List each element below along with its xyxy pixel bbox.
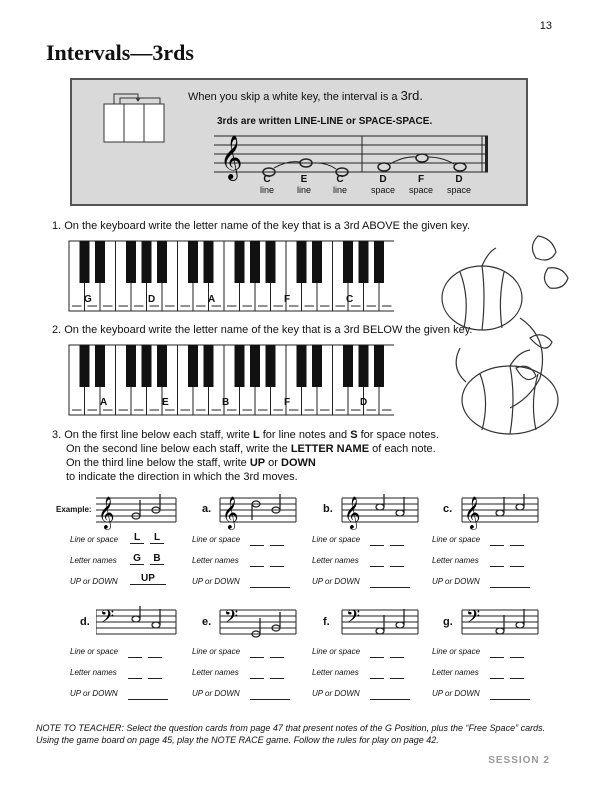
intro-kind: line [296,185,311,195]
q3-bold: L [252,429,260,441]
label-letter-names: Letter names [312,556,359,565]
label-up-or-down: UP or DOWN [192,689,240,698]
example-answer: B [150,553,164,565]
intro-letter: E [300,174,308,185]
question-1: 1. On the keyboard write the letter name of the key that is a 3rd ABOVE the given key. [52,220,471,232]
intro-letter: D [455,174,463,185]
keyboard-2-labels [68,397,394,411]
example-answer: L [150,532,164,544]
q3-text: or [265,457,282,469]
answer-blank [370,587,410,588]
answer-blank [270,545,284,546]
q3-text: On the second line below each staff, write the [66,443,291,455]
q3-bold: S [350,429,358,441]
label-letter-names: Letter names [70,668,117,677]
written-rule: 3rds are written LINE-LINE or SPACE-SPACE. [217,116,433,127]
exercise-label-c: c. [443,503,453,515]
answer-blank [270,678,284,679]
label-up-or-down: UP or DOWN [70,689,118,698]
kb1-label: F [284,294,291,305]
black-key [374,241,384,283]
label-line-or-space: Line or space [432,535,481,544]
black-key [235,345,245,387]
intro-letter: C [263,174,271,185]
exercise-label-e: e. [202,616,212,628]
black-key [188,241,198,283]
skip-text [188,88,423,103]
black-key [126,241,136,283]
black-key [297,345,307,387]
q3-text: On the third line below the staff, write [66,457,250,469]
answer-blank [390,545,404,546]
answer-blank [370,699,410,700]
note-d [378,163,390,171]
kb2-label: E [162,397,169,408]
black-key [157,241,167,283]
staff-row-1 [96,494,566,530]
black-key [250,345,260,387]
question-2: 2. On the keyboard write the letter name of the key that is a 3rd BELOW the given key. [52,324,473,336]
black-key [126,345,136,387]
label-up-or-down: UP or DOWN [432,577,480,586]
q3-text: for space notes. [357,429,439,441]
kb1-label: C [346,294,354,305]
intro-kind: line [332,185,347,195]
black-key [374,345,384,387]
black-key [343,345,353,387]
black-key [297,241,307,283]
label-letter-names: Letter names [432,668,479,677]
answer-blank [490,545,504,546]
answer-blank [490,566,504,567]
black-key [188,345,198,387]
label-up-or-down: UP or DOWN [312,577,360,586]
q3-line-1 [52,428,439,442]
answer-blank [390,657,404,658]
black-key [95,241,105,283]
black-key [204,241,214,283]
label-letter-names: Letter names [312,668,359,677]
intro-kind: line [259,185,274,195]
kb1-label: A [208,294,216,305]
exercise-label-d: d. [80,616,90,628]
q3-line-4: to indicate the direction in which the 3rd moves. [66,471,298,483]
q3-line-3 [52,456,439,470]
answer-blank [250,587,290,588]
label-line-or-space: Line or space [192,535,241,544]
intro-kind: space [370,185,396,195]
q3-line-2 [52,442,439,456]
black-key [343,241,353,283]
treble-clef-icon: 𝄞 [344,496,361,529]
label-line-or-space: Line or space [312,647,361,656]
skip-text-body: When you skip a white key, the interval is a [188,91,398,103]
answer-blank [390,566,404,567]
bass-clef-icon: 𝄢 [100,607,115,632]
black-key [359,345,369,387]
q3-bold: UP [249,457,266,469]
label-line-or-space: Line or space [312,535,361,544]
black-key [204,345,214,387]
black-key [266,345,276,387]
kb2-label: D [360,397,368,408]
answer-blank [370,566,384,567]
kb2-label: A [100,397,108,408]
label-line-or-space: Line or space [192,647,241,656]
example-answer: UP [130,573,166,585]
label-letter-names: Letter names [192,668,239,677]
label-letter-names: Letter names [432,556,479,565]
treble-clef-icon: 𝄞 [220,135,243,179]
label-letter-names: Letter names [70,556,117,565]
label-up-or-down: UP or DOWN [70,577,118,586]
answer-blank [128,657,142,658]
kb2-label: B [222,397,230,408]
answer-blank [250,657,264,658]
kb1-label: G [84,294,92,305]
answer-blank [510,566,524,567]
note-f [416,154,428,162]
black-key [359,241,369,283]
answer-blank [148,678,162,679]
label-up-or-down: UP or DOWN [192,577,240,586]
answer-blank [148,657,162,658]
mini-keyboard [100,86,170,146]
treble-clef-icon: 𝄞 [464,496,481,529]
black-key [142,345,152,387]
label-letter-names: Letter names [192,556,239,565]
keyboard-1-labels [68,294,394,308]
intro-kind: space [446,185,472,195]
intro-letter: F [417,174,425,185]
bass-clef-icon: 𝄢 [346,607,361,632]
label-line-or-space: Line or space [70,647,119,656]
black-key [250,241,260,283]
black-key [80,241,90,283]
black-key [80,345,90,387]
answer-blank [490,587,530,588]
intro-letter: D [379,174,387,185]
answer-blank [270,566,284,567]
treble-clef-icon: 𝄞 [222,496,239,529]
black-key [157,345,167,387]
answer-blank [370,678,384,679]
label-line-or-space: Line or space [432,647,481,656]
answer-blank [250,699,290,700]
label-up-or-down: UP or DOWN [432,689,480,698]
answers-row-2 [0,644,600,704]
label-up-or-down: UP or DOWN [312,689,360,698]
answer-blank [510,545,524,546]
black-key [235,241,245,283]
answer-blank [390,678,404,679]
answer-blank [490,678,504,679]
q3-text: 3. On the first line below each staff, write [52,429,253,441]
answers-row-1 [0,532,600,592]
answer-blank [250,545,264,546]
session-label: SESSION 2 [488,755,550,766]
q3-text: for line notes and [259,429,351,441]
page-number: 13 [539,20,552,32]
q3-bold: DOWN [281,457,316,469]
label-line-or-space: Line or space [70,535,119,544]
black-key [266,241,276,283]
answer-blank [510,678,524,679]
bass-clef-icon: 𝄢 [466,607,481,632]
kb1-label: D [148,294,156,305]
note-to-teacher: NOTE TO TEACHER: Select the question cards from page 47 that present notes of the G Position, plus the “Free Space” cards. Using the game board on page 45, play the NOTE RACE game. Follow the rules for play on page 42. [36,723,546,745]
note-d2 [454,163,466,171]
kb2-label: F [284,397,291,408]
answer-blank [250,678,264,679]
intro-letter: C [336,174,344,185]
bass-clef-icon: 𝄢 [224,607,239,632]
pumpkin-illustration [420,228,580,448]
page-title: Intervals—3rds [46,40,194,65]
staff-row-2 [96,606,566,642]
exercise-label-a: a. [202,503,212,515]
q3-bold: LETTER NAME [290,443,370,455]
answer-blank [490,657,504,658]
exercise-label-b: b. [323,503,333,515]
treble-clef-icon: 𝄞 [98,496,115,529]
example-answer: G [130,553,144,565]
intro-kind: space [408,185,434,195]
black-key [95,345,105,387]
answer-blank [128,678,142,679]
question-3 [52,428,439,484]
black-key [312,345,322,387]
exercise-label-f: f. [323,616,330,628]
answer-blank [510,657,524,658]
answer-blank [250,566,264,567]
answer-blank [490,699,530,700]
example-label: Example: [56,505,92,514]
skip-term: 3rd. [400,88,423,103]
answer-blank [270,657,284,658]
answer-blank [128,699,168,700]
answer-blank [370,545,384,546]
example-answer: L [130,532,144,544]
black-key [142,241,152,283]
q3-text: of each note. [369,443,436,455]
answer-blank [370,657,384,658]
exercise-label-g: g. [443,616,453,628]
black-key [312,241,322,283]
